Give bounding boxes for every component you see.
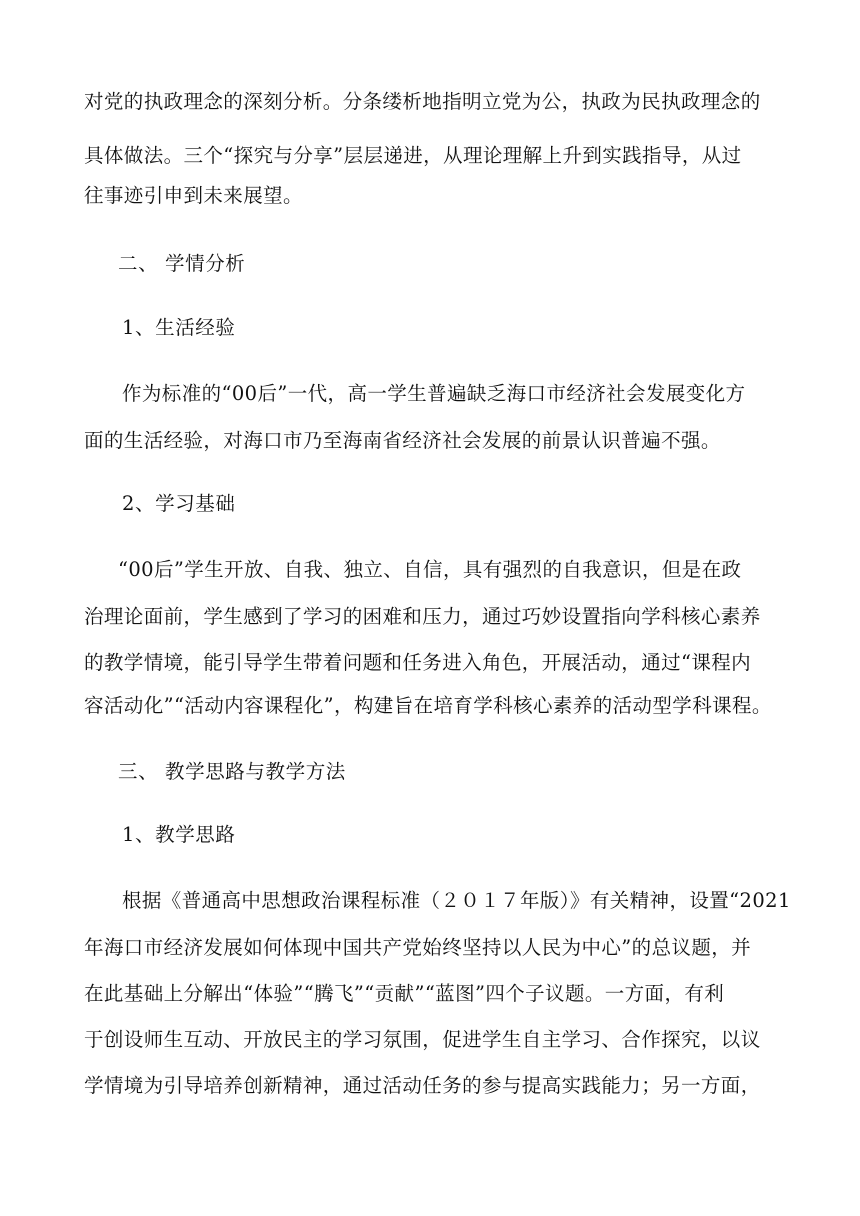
intro-line-3: 往事迹引申到未来展望。 — [84, 184, 303, 207]
life-experience-line-2: 面的生活经验，对海口市乃至海南省经济社会发展的前景认识普遍不强。 — [84, 429, 721, 452]
learning-basis-line-4: 容活动化”“活动内容课程化”，构建旨在培育学科核心素养的活动型学科课程。 — [84, 694, 772, 717]
life-experience-line-1: 作为标准的“00后”一代，高一学生普遍缺乏海口市经济社会发展变化方 — [122, 382, 746, 405]
learning-basis-line-1: “00后”学生开放、自我、独立、自信，具有强烈的自我意识，但是在政 — [118, 558, 742, 581]
section-2-heading: 二、 学情分析 — [118, 252, 246, 275]
teaching-idea-line-3: 在此基础上分解出“体验”“腾飞”“贡献”“蓝图”四个子议题。一方面，有利 — [84, 982, 725, 1005]
subsection-2-2-heading: 2、学习基础 — [122, 492, 236, 515]
intro-line-1: 对党的执政理念的深刻分析。分条缕析地指明立党为公，执政为民执政理念的 — [84, 90, 761, 113]
teaching-idea-line-5: 学情境为引导培养创新精神，通过活动任务的参与提高实践能力；另一方面， — [84, 1074, 761, 1097]
subsection-2-1-heading: 1、生活经验 — [122, 316, 236, 339]
intro-line-2: 具体做法。三个“探究与分享”层层递进，从理论理解上升到实践指导，从过 — [84, 144, 742, 167]
section-3-heading: 三、 教学思路与教学方法 — [118, 760, 346, 783]
teaching-idea-line-4: 于创设师生互动、开放民主的学习氛围，促进学生自主学习、合作探究，以议 — [84, 1028, 761, 1051]
learning-basis-line-2: 治理论面前，学生感到了学习的困难和压力，通过巧妙设置指向学科核心素养 — [84, 605, 761, 628]
learning-basis-line-3: 的教学情境，能引导学生带着问题和任务进入角色，开展活动，通过“课程内 — [84, 651, 752, 674]
teaching-idea-line-1: 根据《普通高中思想政治课程标准（２０１７年版）》有关精神，设置“2021 — [122, 889, 791, 912]
teaching-idea-line-2: 年海口市经济发展如何体现中国共产党始终坚持以人民为中心”的总议题，并 — [84, 936, 752, 959]
subsection-3-1-heading: 1、教学思路 — [122, 823, 236, 846]
